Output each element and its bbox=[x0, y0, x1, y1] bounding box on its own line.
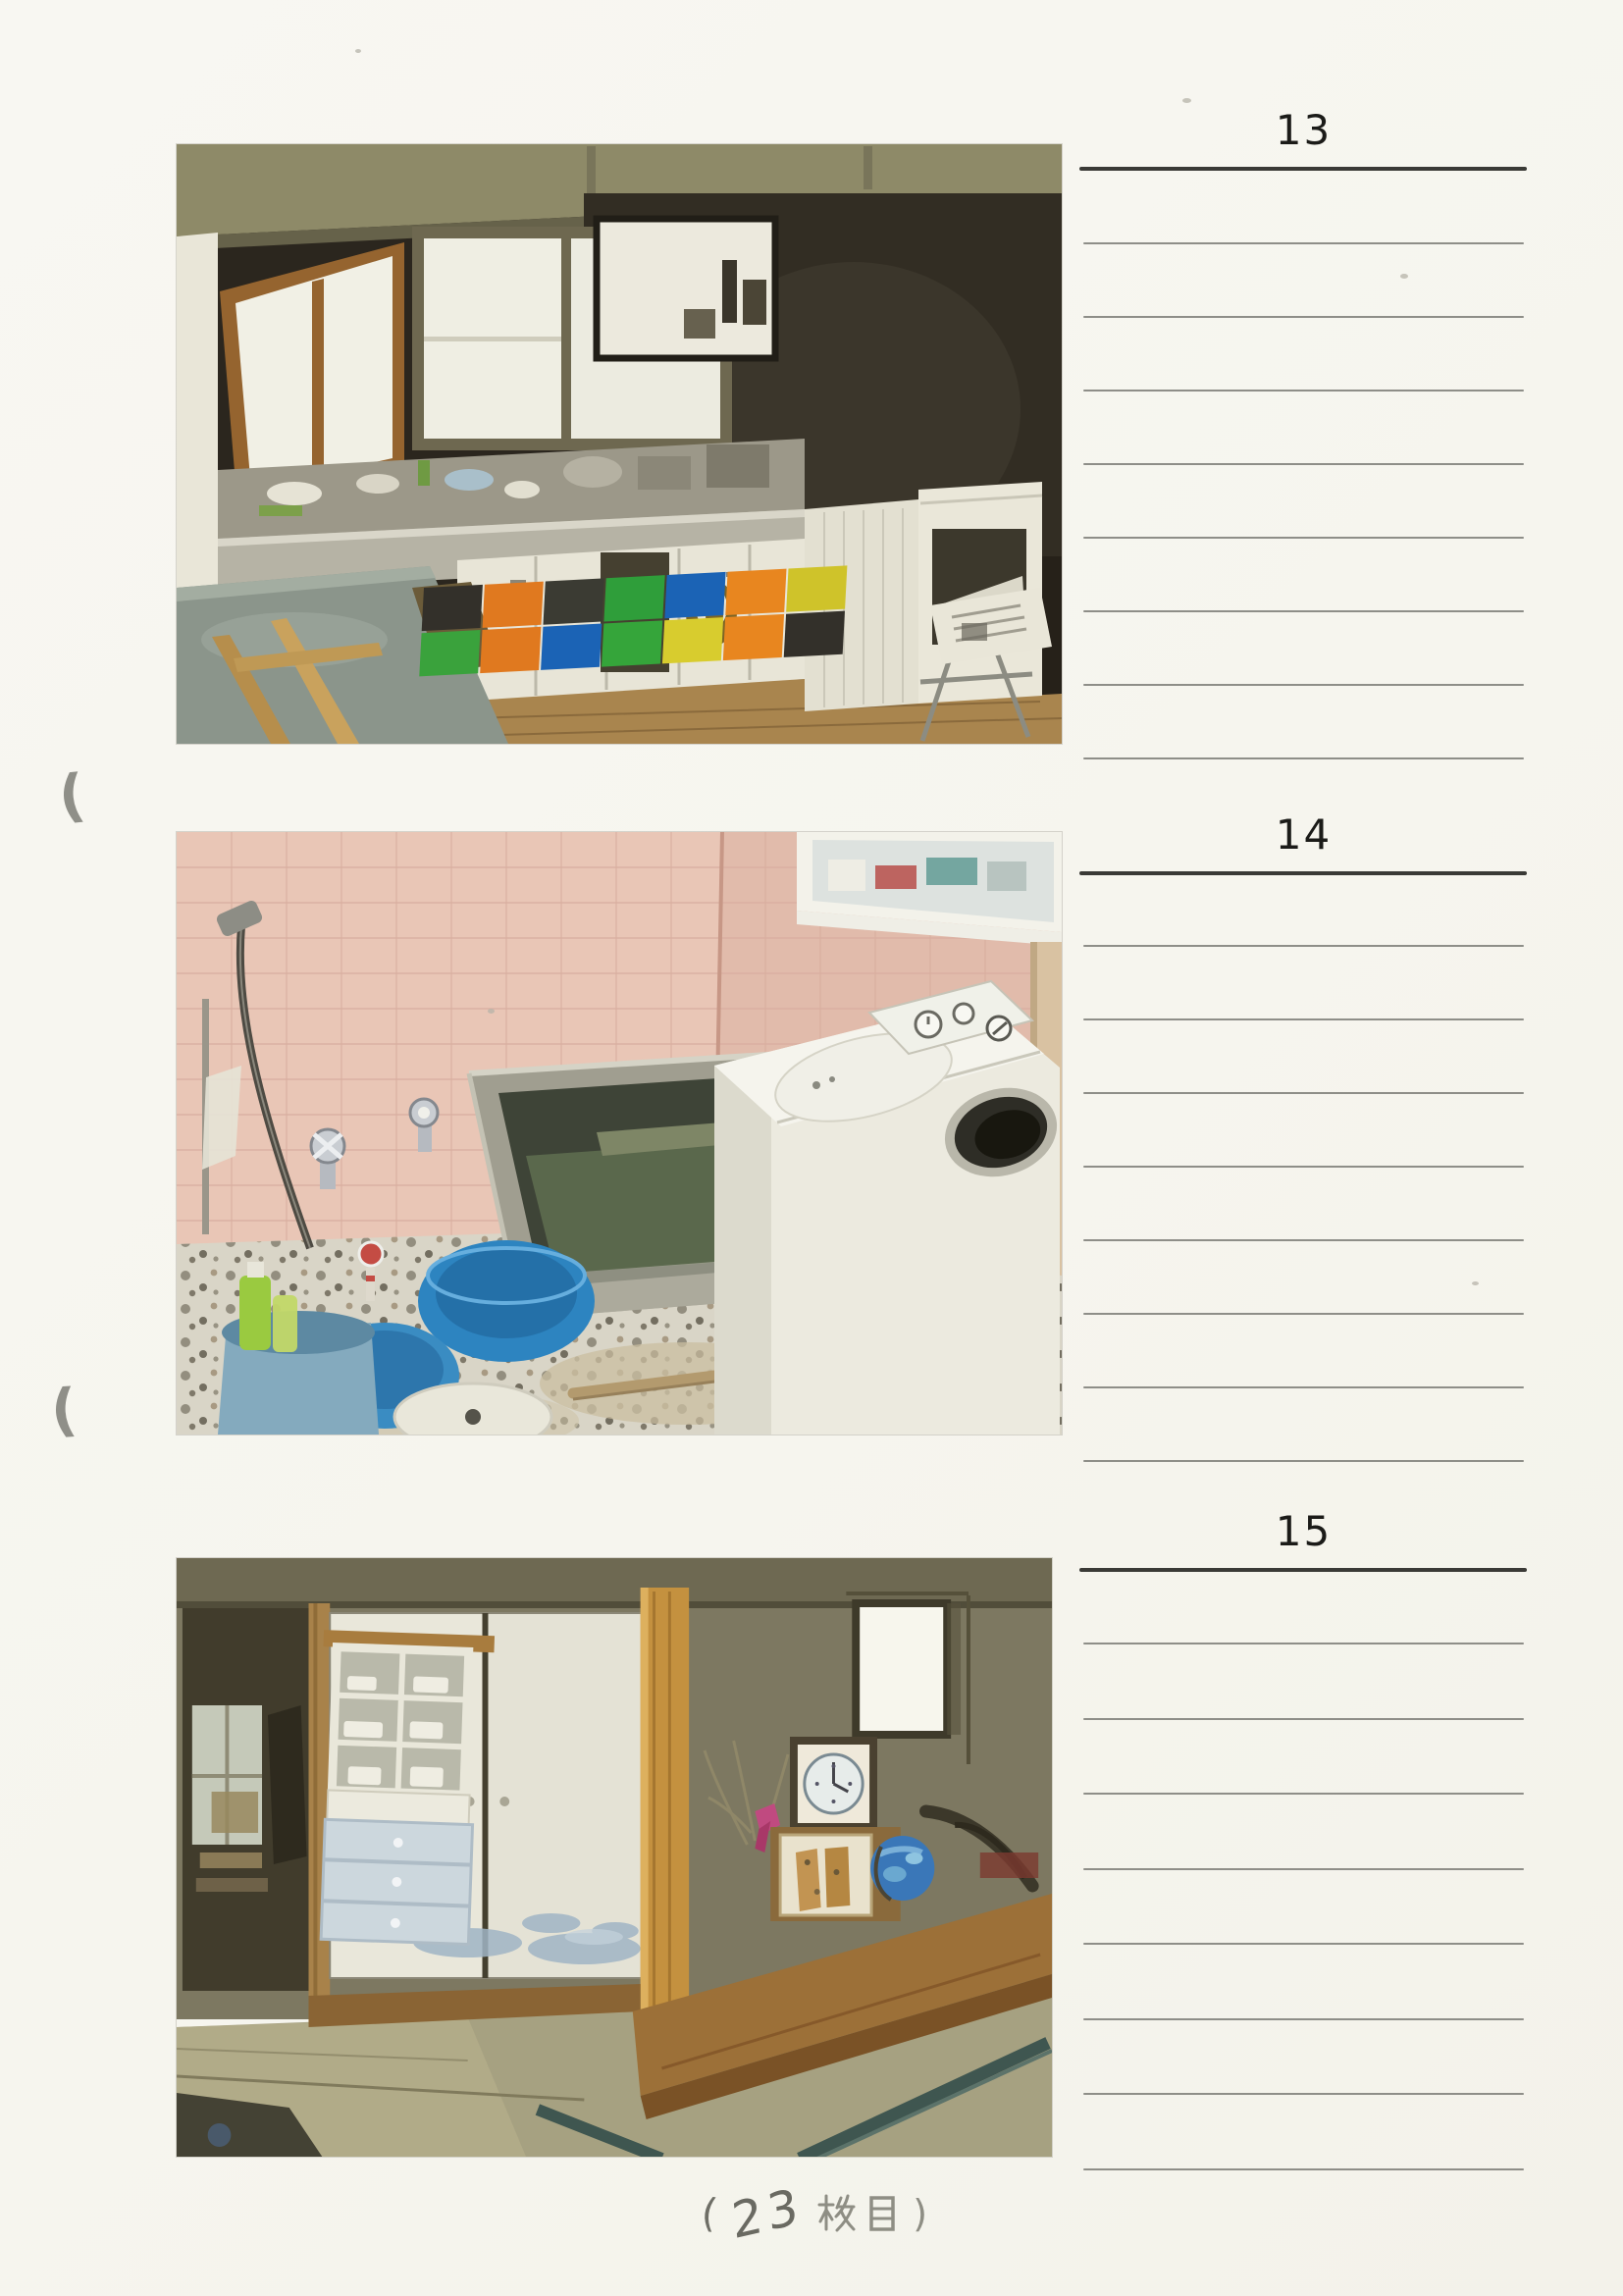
kitchen-photo bbox=[177, 144, 1062, 744]
bathroom-photo-art bbox=[177, 832, 1062, 1435]
paper-speck bbox=[1182, 98, 1191, 103]
bathroom-photo bbox=[177, 832, 1062, 1435]
ruled-line bbox=[1083, 1793, 1524, 1795]
ruled-line bbox=[1083, 242, 1524, 244]
ruled-line bbox=[1083, 1386, 1524, 1388]
section-14-number: 14 bbox=[1275, 810, 1333, 859]
ruled-line bbox=[1083, 316, 1524, 318]
margin-paren-mark-upper: ( bbox=[55, 760, 88, 831]
ruled-line bbox=[1083, 1868, 1524, 1870]
kanji-maime-icon bbox=[816, 2192, 899, 2235]
ruled-line bbox=[1083, 1239, 1524, 1241]
ruled-line bbox=[1083, 945, 1524, 947]
globe bbox=[870, 1836, 934, 1901]
ruled-line bbox=[1083, 463, 1524, 465]
ruled-line bbox=[1083, 2168, 1524, 2170]
ruled-line bbox=[1083, 1460, 1524, 1462]
kitchen-window-right bbox=[597, 219, 775, 358]
ruled-line bbox=[1083, 1166, 1524, 1168]
ruled-line bbox=[1083, 390, 1524, 391]
tatami-room-photo bbox=[177, 1558, 1052, 2157]
paper-speck bbox=[1472, 1281, 1479, 1285]
ruled-line bbox=[1083, 1943, 1524, 1945]
section-header-line bbox=[1079, 1568, 1527, 1572]
caption-sheet-number: 23 bbox=[728, 2176, 806, 2251]
ruled-line bbox=[1083, 2093, 1524, 2095]
kitchen-left-wall bbox=[177, 233, 218, 605]
sheet-number-caption bbox=[628, 2174, 1001, 2253]
section-header-line bbox=[1079, 167, 1527, 171]
section-header-line bbox=[1079, 871, 1527, 875]
section-13-number: 13 bbox=[1275, 106, 1333, 154]
margin-paren-mark-lower: ( bbox=[48, 1376, 79, 1444]
caption-suffix bbox=[816, 2192, 899, 2235]
ruled-line bbox=[1083, 684, 1524, 686]
center-pillar bbox=[641, 1588, 689, 2009]
ruled-line bbox=[1083, 1018, 1524, 1020]
ruled-line bbox=[1083, 537, 1524, 539]
ruled-line bbox=[1083, 1718, 1524, 1720]
caption-open-paren: ( bbox=[699, 2190, 720, 2237]
ruled-line bbox=[1083, 2018, 1524, 2020]
wall-clock-frame bbox=[794, 1741, 873, 1827]
adjacent-dark-room bbox=[183, 1608, 309, 1991]
ruled-line bbox=[1083, 610, 1524, 612]
paper-speck bbox=[488, 1009, 495, 1014]
ruled-line bbox=[1083, 1643, 1524, 1644]
paper-speck bbox=[1400, 274, 1408, 279]
ruled-line bbox=[1083, 1313, 1524, 1315]
ruled-line bbox=[1083, 1092, 1524, 1094]
kitchen-photo-art bbox=[177, 144, 1062, 744]
tatami-room-photo-art bbox=[177, 1558, 1052, 2157]
ruled-line bbox=[1083, 757, 1524, 759]
glass-cabinet bbox=[313, 1630, 495, 1945]
section-15-number: 15 bbox=[1275, 1507, 1333, 1555]
caption-close-paren: ) bbox=[913, 2192, 928, 2235]
paper-speck bbox=[355, 49, 361, 53]
